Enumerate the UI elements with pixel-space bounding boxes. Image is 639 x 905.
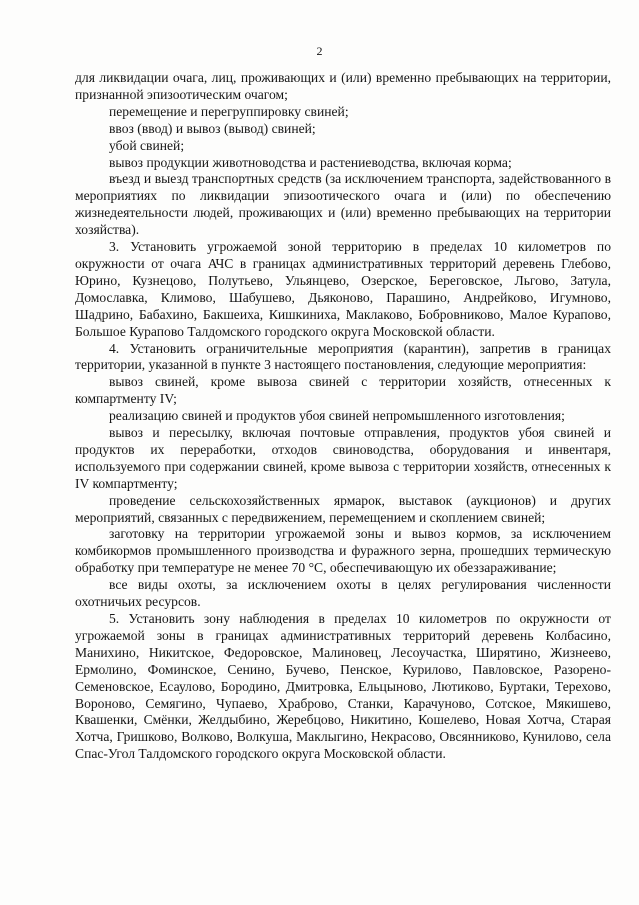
list-item: вывоз свиней, кроме вывоза свиней с территории хозяйств, отнесенных к компартменту IV; bbox=[75, 374, 611, 407]
paragraph-continuation: для ликвидации очага, лиц, проживающих и (или) временно пребывающих на территории, признанной эпизоотическим очагом; bbox=[75, 70, 611, 102]
document-body bbox=[75, 70, 611, 763]
list-item: убой свиней; bbox=[109, 137, 185, 153]
list-item: заготовку на территории угрожаемой зоны и вывоз кормов, за исключением комбикормов промышленного производства и фуражного зерна, прошедших термическую обработку при температуре не менее 70 °С, обеспечивающую их обеззараживание; bbox=[75, 526, 611, 576]
list-item: ввоз (ввод) и вывоз (вывод) свиней; bbox=[109, 120, 316, 136]
paragraph-section-5: 5. Установить зону наблюдения в пределах 10 километров по окружности от угрожаемой зоны в границах административных территорий деревень Колбасино, Манихино, Никитское, Федоровское, Малиновец, Лесоучастка, Ширятино, Жизнеево, Ермолино, Фоминское, Сенино, Бучево, Пенское, Курилово, Павловское, Разорено-Семеновское, Есаулово, Бородино, Дмитровка, Ельцыново, Лютиково, Буртаки, Терехово, Вороново, Семягино, Чупаево, Храброво, Станки, Карачуново, Сотское, Мякишево, Квашенки, Смёнки, Желдыбино, Жеребцово, Никитино, Кошелево, Новая Хотча, Старая Хотча, Гришково, Волково, Волкуша, Маклыгино, Некрасово, Овсянниково, Кунилово, села Спас-Угол Талдомского городского округа Московской области. bbox=[75, 611, 611, 762]
list-item: проведение сельскохозяйственных ярмарок, выставок (аукционов) и других мероприятий, связанных с передвижением, перемещением и скоплением свиней; bbox=[75, 492, 611, 525]
paragraph-section-4: 4. Установить ограничительные мероприятия (карантин), запретив в границах территории, указанной в пункте 3 настоящего постановления, следующие мероприятия: bbox=[75, 340, 611, 373]
list-item: вывоз и пересылку, включая почтовые отправления, продуктов убоя свиней и продуктов их переработки, отходов свиноводства, оборудования и инвентаря, используемого при содержании свиней, кроме вывоза с территории хозяйств, отнесенных к IV компартменту; bbox=[75, 425, 611, 491]
list-item: въезд и выезд транспортных средств (за исключением транспорта, задействованного в мероприятиях по ликвидации эпизоотического очага и (или) по обеспечению жизнедеятельности людей, проживающих и (или) временно пребывающих на территории хозяйства). bbox=[75, 171, 611, 238]
paragraph-section-3: 3. Установить угрожаемой зоной территорию в пределах 10 километров по окружности от очага АЧС в границах административных территорий деревень Глебово, Юрино, Кузнецово, Полутьево, Ульянцево, Озерское, Береговское, Льгово, Затула, Домославка, Климово, Шабушево, Дьяконово, Парашино, Андрейково, Игумново, Шадрино, Бабахино, Бакшеиха, Кишкиниха, Маклаково, Бобровниково, Малое Курапово, Большое Курапово Талдомского городского округа Московской области. bbox=[75, 239, 611, 339]
list-item: реализацию свиней и продуктов убоя свиней непромышленного изготовления; bbox=[109, 408, 565, 424]
list-item: вывоз продукции животноводства и растениеводства, включая корма; bbox=[109, 154, 512, 170]
list-item: все виды охоты, за исключением охоты в целях регулирования численности охотничьих ресурсов. bbox=[75, 577, 611, 610]
list-item: перемещение и перегруппировку свиней; bbox=[109, 103, 349, 119]
page-number: 2 bbox=[316, 44, 323, 58]
